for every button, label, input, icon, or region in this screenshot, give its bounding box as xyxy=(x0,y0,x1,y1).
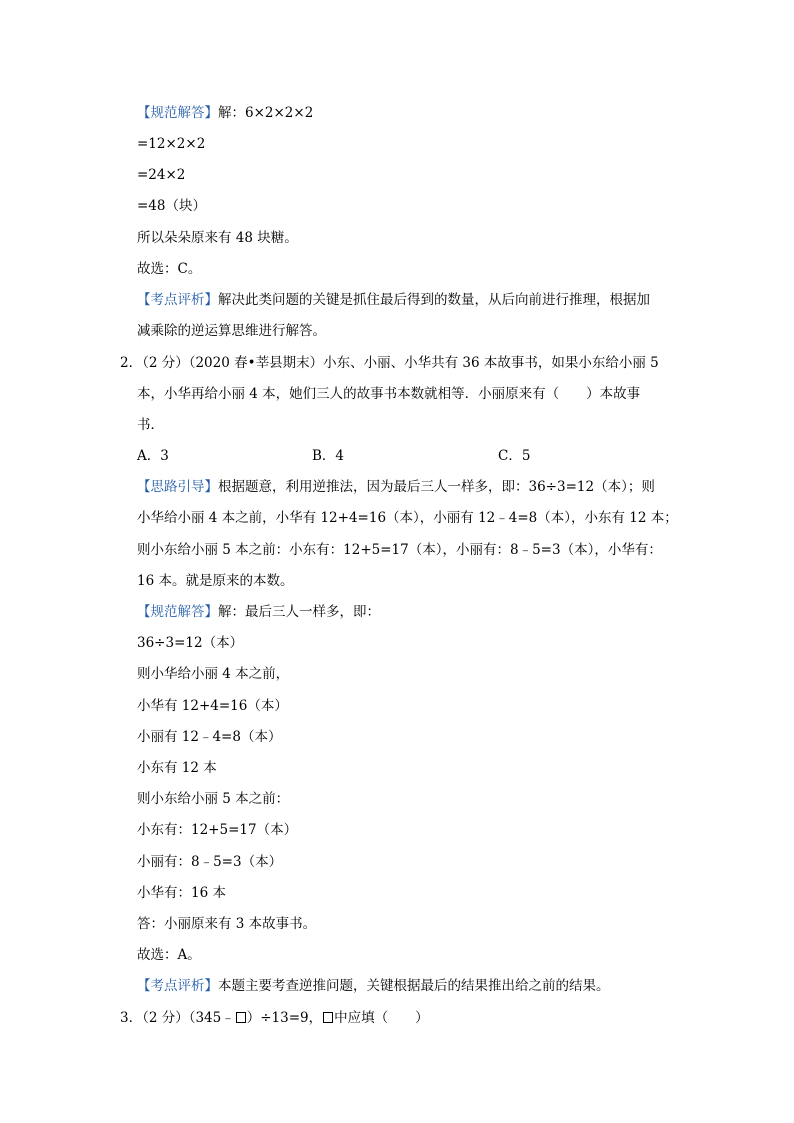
q1-answer-line xyxy=(137,104,313,122)
q1-analysis-line-2: 减乘除的逆运算思维进行解答。 xyxy=(137,323,326,339)
q2-choice: 故选：A。 xyxy=(137,947,201,963)
q2-stem-line-3: 书． xyxy=(137,417,164,433)
q1-step-1: =12×2×2 xyxy=(137,136,206,152)
blank-box-icon xyxy=(236,1012,246,1023)
q2-analysis-line xyxy=(137,977,610,995)
q2-solution-line-1: 36÷3=12（本） xyxy=(137,635,244,651)
q2-hint-line-3: 则小东给小丽 5 本之前：小东有：12+5=17（本），小丽有：8﹣5=3（本），小华有： xyxy=(137,542,662,558)
q2-option-b: B．4 xyxy=(312,448,345,464)
q2-solution-line-7: 小东有：12+5=17（本） xyxy=(137,822,298,838)
blank-box-icon xyxy=(323,1012,333,1023)
q2-solution-line-10: 答：小丽原来有 3 本故事书。 xyxy=(137,916,317,932)
q1-answer-intro: 解：6×2×2×2 xyxy=(218,105,314,121)
q2-solution-line-3: 小华有 12+4=16（本） xyxy=(137,698,288,714)
q2-answer-tag: 【规范解答】 xyxy=(137,604,218,620)
q2-stem-line-1: 2．（2 分）（2020 春•莘县期末）小东、小丽、小华共有 36 本故事书，如果小东给小丽 5 xyxy=(120,355,659,371)
q1-step-2: =24×2 xyxy=(137,167,186,183)
q2-hint-line-2: 小华给小丽 4 本之前，小华有 12+4=16（本），小丽有 12﹣4=8（本），小东有 12 本； xyxy=(137,510,678,526)
q2-hint-text-1: 根据题意，利用逆推法，因为最后三人一样多，即：36÷3=12（本）；则 xyxy=(218,479,655,495)
q2-solution-line-9: 小华有：16 本 xyxy=(137,885,226,901)
q3-stem-line xyxy=(120,1009,429,1027)
q3-stem-part-3: 中应填（ ） xyxy=(334,1010,429,1026)
q2-stem-line-2: 本，小华再给小丽 4 本，她们三人的故事书本数就相等．小丽原来有（ ）本故事 xyxy=(137,386,641,402)
q3-stem-part-2: ）÷13=9， xyxy=(246,1010,323,1026)
q2-hint-tag: 【思路引导】 xyxy=(137,479,218,495)
q2-solution-line-8: 小丽有：8﹣5=3（本） xyxy=(137,854,283,870)
q2-option-a: A．3 xyxy=(137,448,169,464)
q2-answer-line xyxy=(137,603,380,621)
q3-stem-part-1: 3．（2 分）（345﹣ xyxy=(120,1010,235,1026)
q2-solution-line-2: 则小华给小丽 4 本之前， xyxy=(137,666,290,682)
q2-option-c: C．5 xyxy=(498,448,531,464)
q1-answer-tag: 【规范解答】 xyxy=(137,105,218,121)
q2-solution-line-4: 小丽有 12﹣4=8（本） xyxy=(137,729,282,745)
q2-answer-intro: 解：最后三人一样多，即： xyxy=(218,604,380,620)
q2-hint-line-4: 16 本。就是原来的本数。 xyxy=(137,573,294,589)
q1-analysis-text-1: 解决此类问题的关键是抓住最后得到的数量，从后向前进行推理，根据加 xyxy=(218,292,650,308)
q2-analysis-tag: 【考点评析】 xyxy=(137,978,218,994)
q1-analysis-line-1 xyxy=(137,291,650,309)
q1-conclusion: 所以朵朵原来有 48 块糖。 xyxy=(137,230,298,246)
q1-step-3: =48（块） xyxy=(137,198,206,214)
q2-solution-line-6: 则小东给小丽 5 本之前： xyxy=(137,791,290,807)
q2-solution-line-5: 小东有 12 本 xyxy=(137,760,217,776)
q2-analysis-text: 本题主要考查逆推问题，关键根据最后的结果推出给之前的结果。 xyxy=(218,978,610,994)
q1-analysis-tag: 【考点评析】 xyxy=(137,292,218,308)
q2-hint-line-1 xyxy=(137,478,655,496)
q1-choice: 故选：C。 xyxy=(137,261,202,277)
